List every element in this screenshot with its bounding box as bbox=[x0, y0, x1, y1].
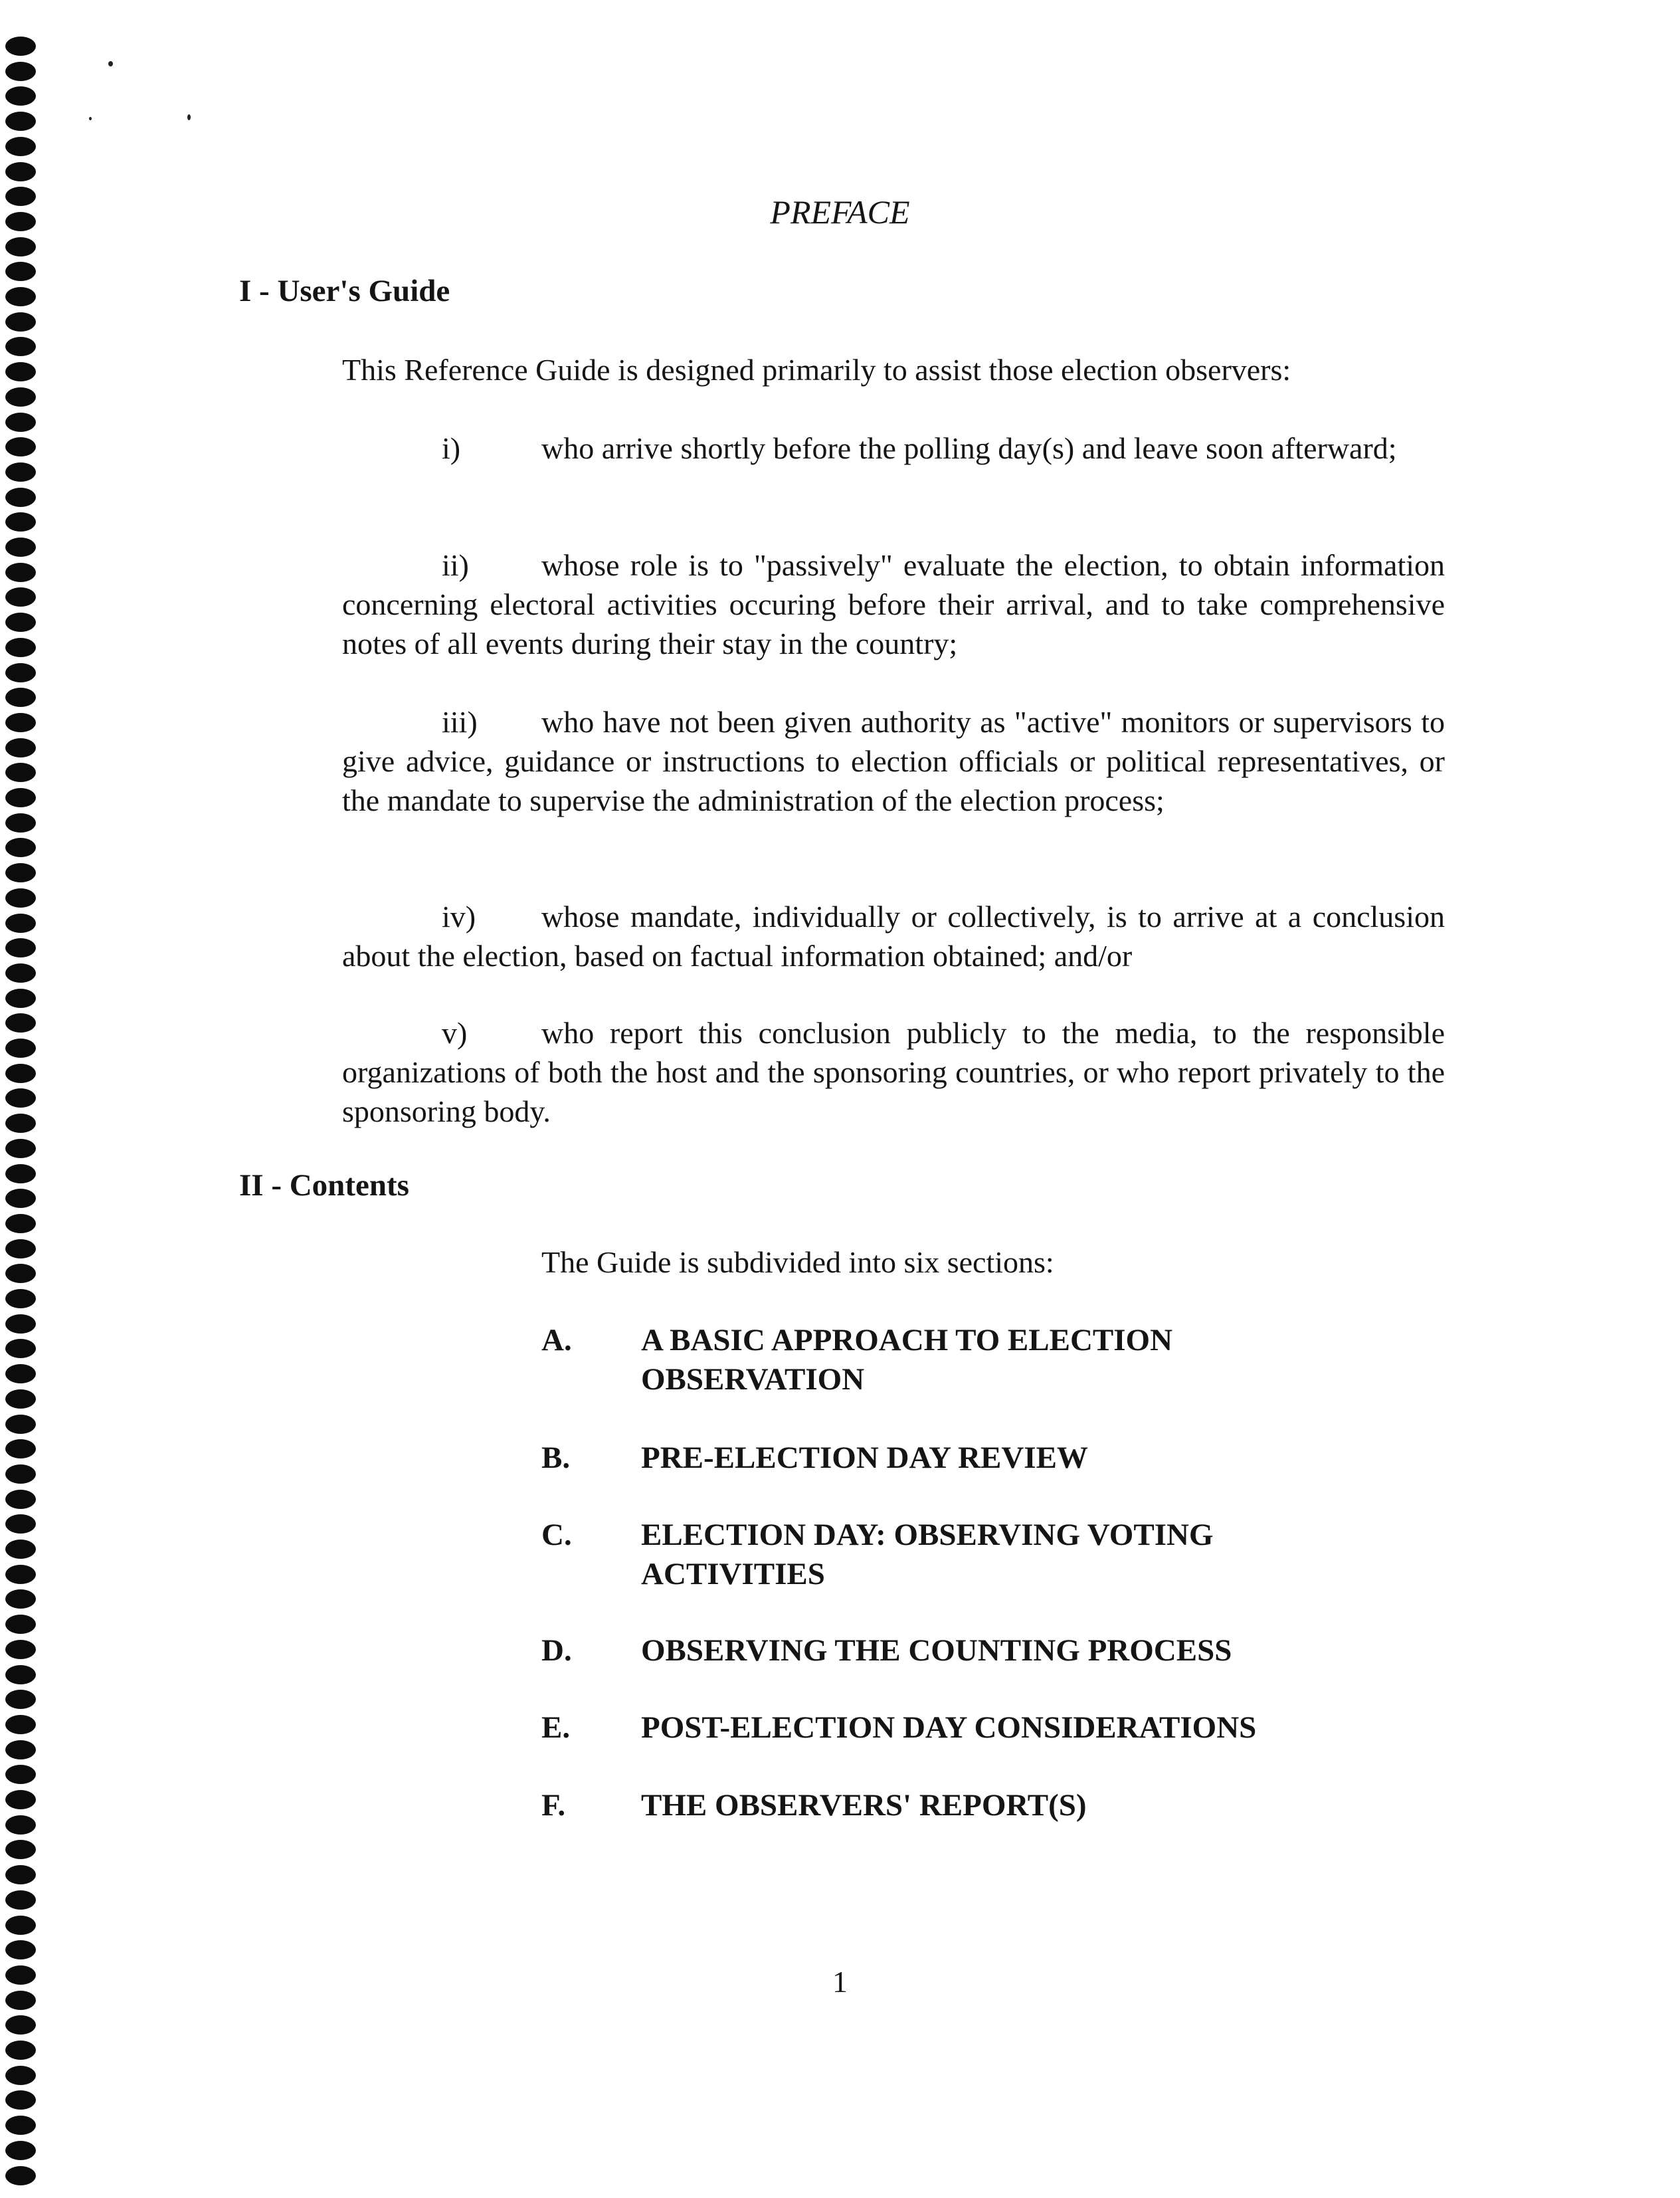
binding-hole bbox=[5, 1540, 36, 1559]
section-letter: A. bbox=[541, 1323, 572, 1357]
binding-hole bbox=[5, 1088, 36, 1108]
binding-hole bbox=[5, 1339, 36, 1358]
binding-hole bbox=[5, 512, 36, 532]
binding-hole bbox=[5, 1039, 36, 1058]
list-item-text: who have not been given authority as "active" monitors or supervisors to give advice, guidance or instructions to election officials or political representatives, or the mandate to supervise the administration of the election process; bbox=[342, 705, 1445, 817]
list-item-number: i) bbox=[442, 431, 461, 465]
binding-hole bbox=[5, 112, 36, 131]
section-title: ELECTION DAY: OBSERVING VOTING ACTIVITIES bbox=[641, 1518, 1214, 1591]
binding-hole bbox=[5, 262, 36, 281]
binding-hole bbox=[5, 1690, 36, 1709]
binding-hole bbox=[5, 1289, 36, 1308]
contents-section bbox=[541, 1516, 1405, 1594]
users-guide-intro: This Reference Guide is designed primarily to assist those election observers: bbox=[342, 353, 1291, 387]
binding-hole bbox=[5, 2066, 36, 2085]
list-item bbox=[342, 546, 1445, 663]
list-item-number: iii) bbox=[442, 705, 478, 739]
binding-hole bbox=[5, 1239, 36, 1258]
binding-hole bbox=[5, 1565, 36, 1584]
list-item bbox=[342, 897, 1445, 975]
binding-hole bbox=[5, 638, 36, 657]
list-item-number: v) bbox=[442, 1016, 468, 1050]
binding-hole bbox=[5, 2015, 36, 2035]
binding-holes bbox=[0, 0, 53, 2198]
binding-hole bbox=[5, 1264, 36, 1283]
binding-hole bbox=[5, 1665, 36, 1684]
binding-hole bbox=[5, 1514, 36, 1534]
binding-hole bbox=[5, 1589, 36, 1609]
users-guide-heading: I - User's Guide bbox=[239, 274, 450, 308]
binding-hole bbox=[5, 1640, 36, 1659]
binding-hole bbox=[5, 1940, 36, 1959]
binding-hole bbox=[5, 1415, 36, 1434]
section-letter: B. bbox=[541, 1441, 571, 1475]
contents-section bbox=[541, 1439, 1405, 1478]
section-letter: D. bbox=[541, 1633, 572, 1668]
binding-hole bbox=[5, 538, 36, 557]
binding-hole bbox=[5, 1439, 36, 1458]
section-title: OBSERVING THE COUNTING PROCESS bbox=[641, 1633, 1232, 1668]
binding-hole bbox=[5, 1389, 36, 1409]
binding-hole bbox=[5, 587, 36, 607]
binding-hole bbox=[5, 86, 36, 106]
binding-hole bbox=[5, 1490, 36, 1509]
binding-hole bbox=[5, 1364, 36, 1383]
list-item-text: whose role is to "passively" evaluate the election, to obtain information concerning electoral activities occuring before their arrival, and to take comprehensive notes of all events during their stay in the country; bbox=[342, 548, 1445, 660]
binding-hole bbox=[5, 738, 36, 757]
binding-hole bbox=[5, 914, 36, 933]
binding-hole bbox=[5, 1890, 36, 1910]
section-title: POST-ELECTION DAY CONSIDERATIONS bbox=[641, 1710, 1257, 1745]
section-letter: C. bbox=[541, 1518, 572, 1552]
binding-hole bbox=[5, 1815, 36, 1835]
list-item-text: who arrive shortly before the polling day(s) and leave soon afterward; bbox=[541, 431, 1397, 465]
binding-hole bbox=[5, 713, 36, 732]
binding-hole bbox=[5, 1715, 36, 1734]
binding-hole bbox=[5, 137, 36, 156]
binding-hole bbox=[5, 2116, 36, 2135]
binding-hole bbox=[5, 788, 36, 807]
section-title: PRE-ELECTION DAY REVIEW bbox=[641, 1441, 1088, 1475]
section-letter: E. bbox=[541, 1710, 571, 1745]
binding-hole bbox=[5, 1840, 36, 1859]
binding-hole bbox=[5, 989, 36, 1008]
binding-hole bbox=[5, 813, 36, 833]
binding-hole bbox=[5, 1064, 36, 1083]
binding-hole bbox=[5, 237, 36, 256]
binding-hole bbox=[5, 938, 36, 957]
binding-hole bbox=[5, 337, 36, 356]
binding-hole bbox=[5, 1615, 36, 1634]
binding-hole bbox=[5, 863, 36, 882]
binding-hole bbox=[5, 287, 36, 306]
binding-hole bbox=[5, 563, 36, 582]
page-number: 1 bbox=[832, 1965, 848, 1999]
list-item-text: whose mandate, individually or collectively, is to arrive at a conclusion about the election, based on factual information obtained; and/or bbox=[342, 900, 1445, 973]
scan-speck bbox=[187, 114, 191, 120]
binding-hole bbox=[5, 838, 36, 857]
binding-hole bbox=[5, 2041, 36, 2060]
binding-hole bbox=[5, 1013, 36, 1033]
section-letter: F. bbox=[541, 1788, 566, 1823]
binding-hole bbox=[5, 1189, 36, 1208]
binding-hole bbox=[5, 663, 36, 682]
binding-hole bbox=[5, 763, 36, 782]
binding-hole bbox=[5, 162, 36, 181]
binding-hole bbox=[5, 1865, 36, 1884]
page-title: PREFACE bbox=[770, 193, 910, 231]
binding-hole bbox=[5, 387, 36, 407]
binding-hole bbox=[5, 1214, 36, 1233]
binding-hole bbox=[5, 362, 36, 381]
binding-hole bbox=[5, 2166, 36, 2185]
binding-hole bbox=[5, 1916, 36, 1935]
binding-hole bbox=[5, 1314, 36, 1334]
section-title: THE OBSERVERS' REPORT(S) bbox=[641, 1788, 1087, 1823]
scan-speck bbox=[108, 61, 113, 66]
binding-hole bbox=[5, 1740, 36, 1759]
binding-hole bbox=[5, 413, 36, 432]
contents-section bbox=[541, 1321, 1405, 1399]
binding-hole bbox=[5, 488, 36, 507]
list-item-number: ii) bbox=[442, 548, 469, 582]
binding-hole bbox=[5, 62, 36, 81]
binding-hole bbox=[5, 688, 36, 707]
binding-hole bbox=[5, 1139, 36, 1158]
contents-section bbox=[541, 1786, 1405, 1825]
section-title: A BASIC APPROACH TO ELECTION OBSERVATION bbox=[641, 1323, 1173, 1397]
binding-hole bbox=[5, 1114, 36, 1133]
binding-hole bbox=[5, 462, 36, 482]
binding-hole bbox=[5, 437, 36, 456]
binding-hole bbox=[5, 2141, 36, 2160]
contents-heading: II - Contents bbox=[239, 1168, 409, 1203]
binding-hole bbox=[5, 1790, 36, 1809]
binding-hole bbox=[5, 613, 36, 632]
list-item-text: who report this conclusion publicly to the media, to the responsible organizations of both the host and the sponsoring countries, or who report privately to the sponsoring body. bbox=[342, 1016, 1445, 1128]
list-item-number: iv) bbox=[442, 900, 476, 934]
binding-hole bbox=[5, 1765, 36, 1784]
binding-hole bbox=[5, 2090, 36, 2110]
contents-section bbox=[541, 1708, 1405, 1748]
binding-hole bbox=[5, 963, 36, 983]
list-item bbox=[342, 702, 1445, 820]
list-item bbox=[342, 429, 1445, 468]
binding-hole bbox=[5, 1164, 36, 1183]
binding-hole bbox=[5, 888, 36, 908]
list-item bbox=[342, 1013, 1445, 1131]
scan-speck bbox=[89, 117, 92, 120]
binding-hole bbox=[5, 312, 36, 332]
contents-intro: The Guide is subdivided into six sections: bbox=[541, 1245, 1054, 1279]
binding-hole bbox=[5, 1464, 36, 1484]
contents-section bbox=[541, 1631, 1405, 1670]
binding-hole bbox=[5, 37, 36, 56]
